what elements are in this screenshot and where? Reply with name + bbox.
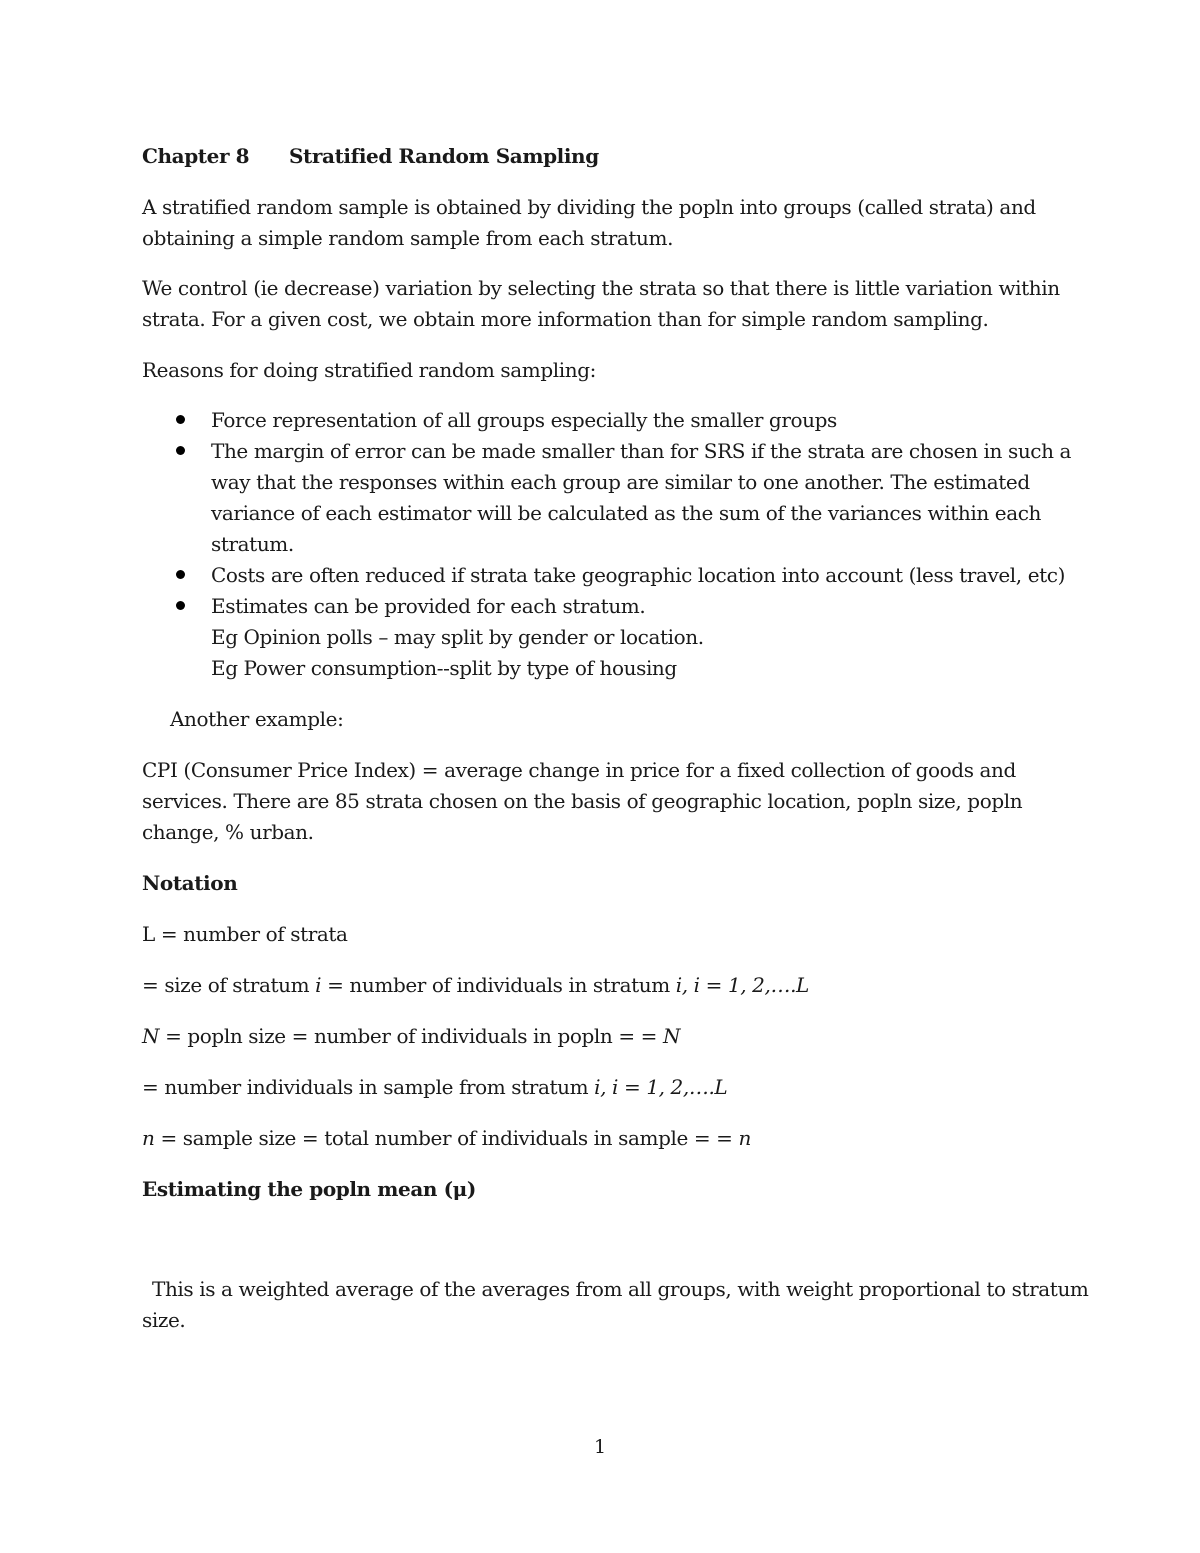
- chapter-number: Chapter 8: [142, 144, 250, 168]
- bullet-icon: [176, 601, 185, 610]
- notation-heading: Notation: [142, 871, 238, 895]
- bullet-item-cont: Eg Power consumption--split by type of housing: [211, 656, 677, 680]
- bullet-item-cont: variance of each estimator will be calculated as the sum of the variances within each: [211, 501, 1042, 525]
- bullet-item-cont: way that the responses within each group are similar to one another. The estimated: [211, 470, 1030, 494]
- notation-l: L = number of strata: [142, 922, 348, 946]
- bullet-item-cont: stratum.: [211, 532, 294, 556]
- chapter-title: [142, 141, 599, 171]
- chapter-subject: Stratified Random Sampling: [289, 144, 599, 168]
- weighted-line: This is a weighted average of the averages from all groups, with weight proportional to stratum: [152, 1277, 1089, 1301]
- bullet-item: Costs are often reduced if strata take geographic location into account (less travel, etc): [211, 563, 1065, 587]
- bullet-icon: [176, 415, 185, 424]
- estimating-heading: Estimating the popln mean (μ): [142, 1177, 476, 1201]
- cpi-line: CPI (Consumer Price Index) = average change in price for a fixed collection of goods and: [142, 758, 1016, 782]
- cpi-line: services. There are 85 strata chosen on the basis of geographic location, popln size, popln: [142, 789, 1023, 813]
- cpi-line: change, % urban.: [142, 820, 314, 844]
- bullet-icon: [176, 570, 185, 579]
- bullet-item: Estimates can be provided for each stratum.: [211, 594, 646, 618]
- bullet-icon: [176, 446, 185, 455]
- page-number: 1: [593, 1436, 607, 1458]
- bullet-item: The margin of error can be made smaller than for SRS if the strata are chosen in such a: [211, 439, 1072, 463]
- notation-ni: = size of stratum i = number of individuals in stratum i, i = 1, 2,….L: [142, 973, 809, 997]
- paragraph-line: A stratified random sample is obtained by dividing the popln into groups (called strata) and: [142, 195, 1036, 219]
- notation-n: N = popln size = number of individuals in popln = = N: [142, 1024, 681, 1048]
- bullet-item: Force representation of all groups especially the smaller groups: [211, 408, 837, 432]
- paragraph-line: obtaining a simple random sample from each stratum.: [142, 226, 674, 250]
- paragraph-line: We control (ie decrease) variation by selecting the strata so that there is little variation within: [142, 276, 1060, 300]
- weighted-line: size.: [142, 1308, 186, 1332]
- another-example: Another example:: [170, 707, 344, 731]
- notation-sample-size: n = sample size = total number of individuals in sample = = n: [142, 1126, 751, 1150]
- notation-sample-stratum: = number individuals in sample from stratum i, i = 1, 2,….L: [142, 1075, 728, 1099]
- reasons-heading: Reasons for doing stratified random sampling:: [142, 358, 596, 382]
- paragraph-line: strata. For a given cost, we obtain more information than for simple random sampling.: [142, 307, 989, 331]
- bullet-item-cont: Eg Opinion polls – may split by gender or location.: [211, 625, 704, 649]
